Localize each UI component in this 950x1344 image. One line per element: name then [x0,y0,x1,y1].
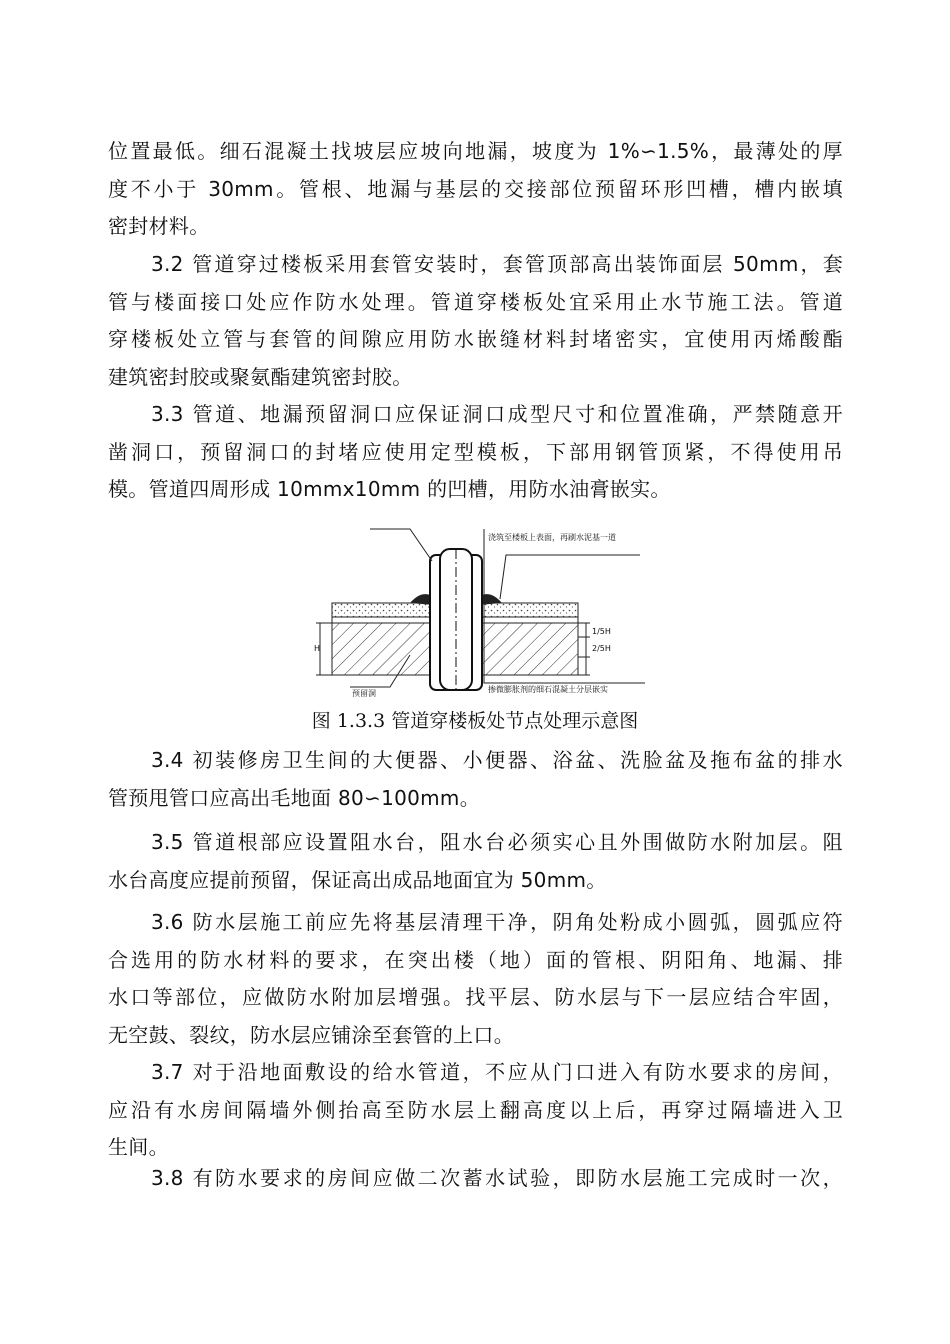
text-line: 位置最低。细石混凝土找坡层应坡向地漏，坡度为 1%∽1.5%，最薄处的厚 [108,139,843,163]
text-line: 3.5 管道根部应设置阻水台，阻水台必须实心且外围做防水附加层。阻 [151,830,843,854]
text-line: 合选用的防水材料的要求，在突出楼（地）面的管根、阴阳角、地漏、排 [108,947,843,972]
text-line: 3.6 防水层施工前应先将基层清理干净，阴角处粉成小圆弧，圆弧应符 [151,910,843,934]
text-line: 建筑密封胶或聚氨酯建筑密封胶。 [108,364,413,389]
text-line: 水台高度应提前预留，保证高出成品地面宜为 50mm。 [108,867,607,892]
paragraph-3-7 [108,1054,843,1167]
paragraph-3-3 [108,396,843,509]
screed-layer-right [482,603,578,617]
label-pour-to-slab: 浇筑至楼板上表面，再刷水泥基一道 [488,533,616,542]
screed-layer-left [332,603,430,617]
text-line: 3.3 管道、地漏预留洞口应保证洞口成型尺寸和位置准确，严禁随意开 [151,402,843,426]
waterproof-layer-right [482,617,578,623]
paragraph-3-4 [108,742,843,817]
floor-slab-right [482,623,578,675]
text-line: 水口等部位，应做防水附加层增强。找平层、防水层与下一层应结合牢固， [108,985,843,1009]
paragraph-3-1-continued [108,133,843,246]
text-line: 度不小于 30mm。管根、地漏与基层的交接部位预留环形凹槽，槽内嵌填 [108,176,843,201]
text-line: 3.2 管道穿过楼板采用套管安装时，套管顶部高出装饰面层 50mm，套 [151,252,843,276]
text-line: 穿楼板处立管与套管的间隙应用防水嵌缝材料封堵密实，宜使用丙烯酸酯 [108,327,843,351]
label-one-fifth-h: 1/5H [592,627,611,636]
paragraph-3-2 [108,246,843,396]
text-line: 3.4 初装修房卫生间的大便器、小便器、浴盆、洗脸盆及拖布盆的排水 [151,748,843,772]
text-line: 管预甩管口应高出毛地面 80∽100mm。 [108,785,481,810]
paragraph-3-8 [108,1160,843,1198]
text-line: 生间。 [108,1135,169,1159]
waterproof-layer-left [332,617,430,623]
text-line: 管与楼面接口处应作防水处理。管道穿楼板处宜采用止水节施工法。管道 [108,289,843,314]
text-line: 无空鼓、裂纹，防水层应铺涂至套管的上口。 [108,1022,514,1047]
label-reserved-hole: 预留洞 [352,689,376,698]
text-line: 3.8 有防水要求的房间应做二次蓄水试验，即防水层施工完成时一次， [151,1166,843,1190]
text-line: 凿洞口，预留洞口的封堵应使用定型模板，下部用钢管顶紧，不得使用吊 [108,439,843,464]
text-line: 应沿有水房间隔墙外侧抬高至防水层上翻高度以上后，再穿过隔墙进入卫 [108,1097,843,1122]
label-two-fifths-h: 2/5H [592,644,611,653]
paragraph-3-5 [108,824,843,899]
label-h: H [314,644,321,653]
paragraph-3-6 [108,904,843,1054]
text-line: 模。管道四周形成 10mmx10mm 的凹槽，用防水油膏嵌实。 [108,477,671,501]
floor-slab-left [332,623,430,675]
label-micro-expansion-concrete: 掺微膨胀剂的细石混凝土分层嵌实 [488,685,608,694]
pipe-through-slab-diagram [310,525,645,700]
text-line: 密封材料。 [108,214,210,238]
figure-caption: 图 1.3.3 管道穿楼板处节点处理示意图 [311,710,639,732]
text-line: 3.7 对于沿地面敷设的给水管道，不应从门口进入有防水要求的房间， [151,1060,843,1084]
